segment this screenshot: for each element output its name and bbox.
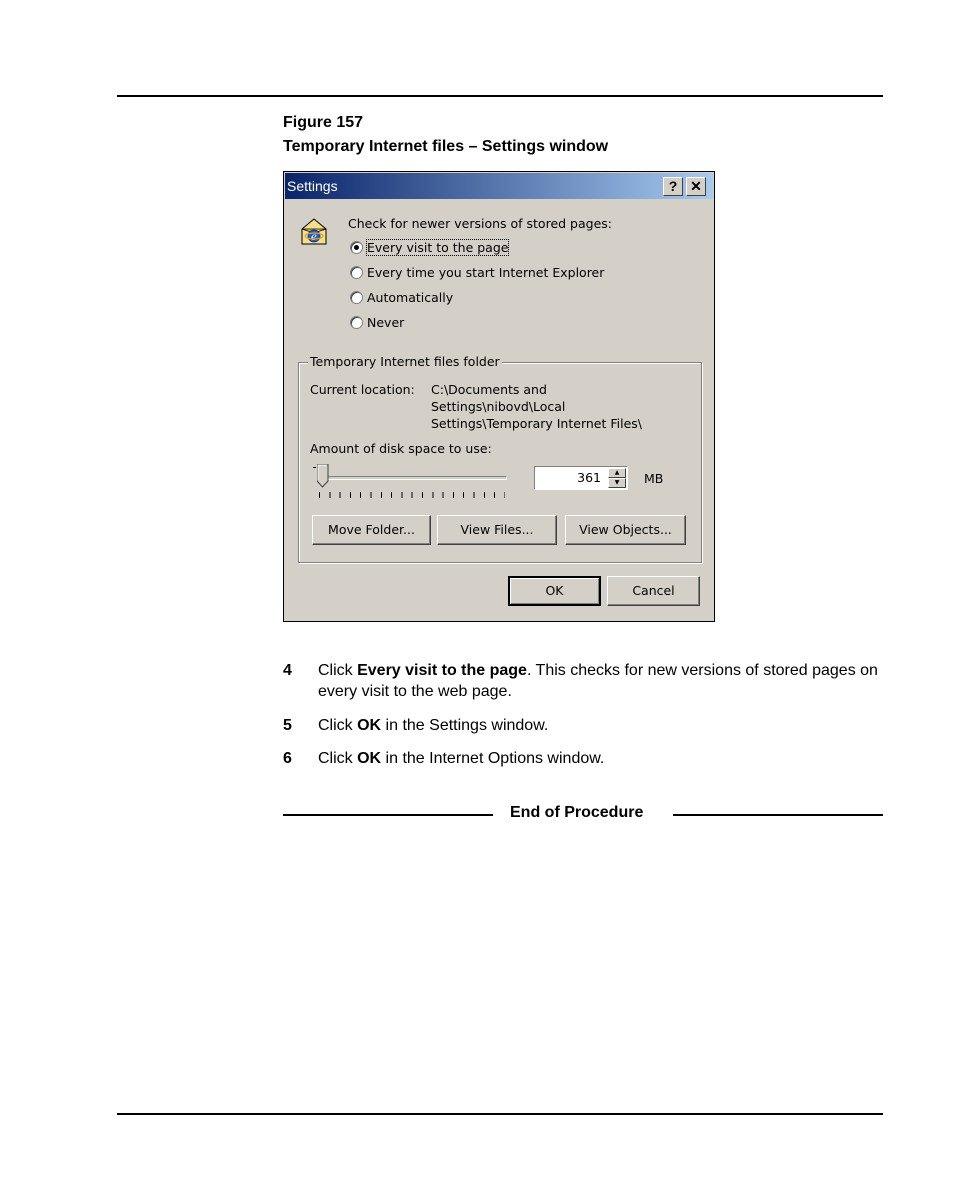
radio-button[interactable] — [350, 291, 363, 304]
disk-space-label: Amount of disk space to use: — [310, 441, 492, 456]
disk-space-unit: MB — [644, 471, 664, 486]
step-number: 6 — [283, 750, 292, 767]
settings-dialog — [283, 171, 715, 622]
step-bold: OK — [357, 717, 382, 734]
close-button[interactable]: ✕ — [686, 177, 706, 196]
end-rule-left — [283, 814, 493, 816]
svg-text:e: e — [311, 232, 317, 243]
step-number: 5 — [283, 717, 292, 734]
radio-label: Every time you start Internet Explorer — [367, 265, 605, 280]
step-suffix: . This checks for new versions of stored pages on every visit to the web page. — [318, 662, 878, 700]
radio-label: Never — [367, 315, 405, 330]
disk-space-slider-track[interactable] — [317, 476, 507, 480]
internet-explorer-icon — [299, 217, 329, 247]
spin-up-icon[interactable]: ▲ — [608, 468, 626, 478]
step-bold: OK — [357, 750, 382, 767]
current-location-line-1: C:\Documents and — [431, 382, 547, 397]
view-files-button[interactable]: View Files... — [437, 515, 557, 545]
radio-button[interactable] — [350, 316, 363, 329]
radio-label: Every visit to the page — [367, 240, 509, 255]
current-location-line-3: Settings\Temporary Internet Files\ — [431, 416, 642, 431]
step-prefix: Click — [318, 717, 358, 734]
radio-label: Automatically — [367, 290, 454, 305]
disk-space-slider-thumb[interactable] — [317, 464, 329, 488]
figure-caption: Temporary Internet files – Settings window — [283, 138, 609, 155]
step-prefix: Click — [318, 662, 358, 679]
view-objects-button[interactable]: View Objects... — [565, 515, 686, 545]
slider-min-mark — [313, 467, 316, 468]
step-text — [318, 748, 878, 769]
step-suffix: in the Settings window. — [381, 717, 549, 734]
step-bold: Every visit to the page — [357, 662, 527, 679]
header-rule — [117, 95, 883, 97]
help-button[interactable]: ? — [663, 177, 683, 196]
radio-button[interactable] — [350, 241, 363, 254]
title-bar[interactable] — [285, 173, 713, 199]
footer-rule — [117, 1113, 883, 1115]
radio-button[interactable] — [350, 266, 363, 279]
ok-button[interactable]: OK — [508, 576, 601, 606]
check-newer-label: Check for newer versions of stored pages: — [348, 216, 612, 231]
step-text — [318, 660, 878, 702]
group-legend: Temporary Internet files folder — [310, 354, 500, 369]
spin-down-icon[interactable]: ▼ — [608, 478, 626, 488]
slider-ticks — [319, 492, 505, 498]
end-of-procedure: End of Procedure — [510, 804, 644, 821]
current-location-label: Current location: — [310, 382, 415, 397]
cancel-button[interactable]: Cancel — [607, 576, 700, 606]
step-prefix: Click — [318, 750, 358, 767]
move-folder-button[interactable]: Move Folder... — [312, 515, 431, 545]
step-suffix: in the Internet Options window. — [381, 750, 605, 767]
end-rule-right — [673, 814, 883, 816]
step-number: 4 — [283, 662, 292, 679]
step-text — [318, 715, 878, 736]
figure-number: Figure 157 — [283, 114, 364, 131]
disk-space-value[interactable]: 361 — [577, 470, 601, 485]
dialog-title: Settings — [287, 178, 338, 194]
current-location-line-2: Settings\nibovd\Local — [431, 399, 566, 414]
spin-buttons — [608, 468, 626, 488]
disk-space-spinbox[interactable] — [534, 466, 628, 490]
